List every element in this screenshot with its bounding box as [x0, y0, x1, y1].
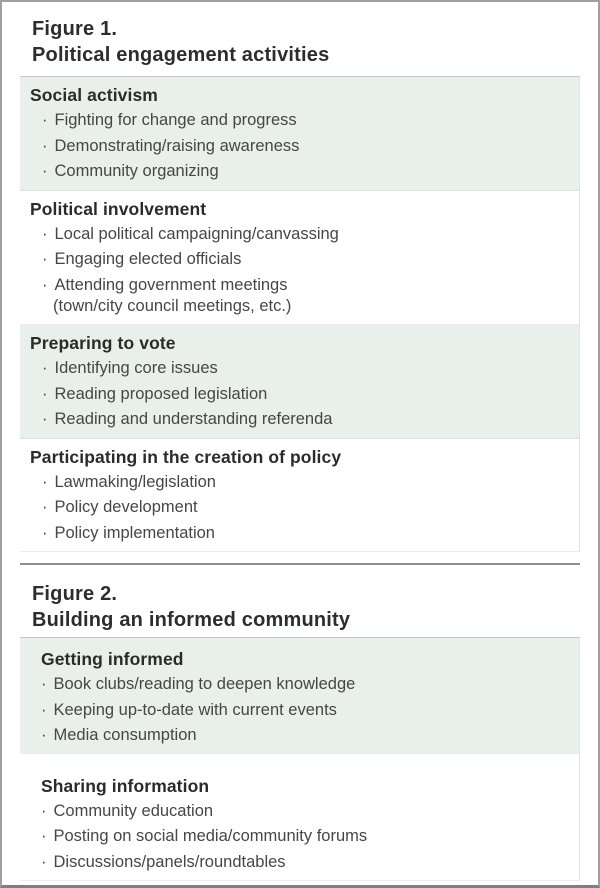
bullet-dot-icon: ·: [41, 827, 47, 845]
section-heading: Participating in the creation of policy: [30, 446, 342, 467]
list-item: · Policy development: [42, 498, 198, 516]
list-item: · Attending government meetings (town/city council meetings, etc.): [20, 273, 571, 320]
figure-divider: [20, 563, 580, 565]
figure-1-label: Figure 1.: [32, 18, 118, 40]
bullet-dot-icon: ·: [42, 111, 48, 129]
list-item: · Posting on social media/community forums: [41, 827, 368, 845]
list-item: · Policy implementation: [42, 523, 215, 542]
list-item: · Identifying core issues: [42, 359, 218, 377]
section-items: [20, 108, 579, 185]
section-social-activism: [20, 77, 579, 191]
section-items: [20, 356, 579, 433]
bullet-dot-icon: ·: [42, 162, 48, 180]
bullet-dot-icon: ·: [42, 410, 48, 428]
section-heading: Preparing to vote: [30, 333, 176, 353]
list-item: · Reading proposed legislation: [42, 384, 268, 403]
section-heading: Political involvement: [30, 198, 207, 219]
bullet-dot-icon: ·: [42, 275, 48, 294]
list-item: · Demonstrating/raising awareness: [42, 136, 300, 155]
list-item-continuation: (town/city council meetings, etc.): [53, 297, 292, 315]
list-item: · Lawmaking/legislation: [42, 472, 216, 491]
bullet-dot-icon: ·: [41, 726, 47, 744]
list-item: · Local political campaigning/canvassing: [42, 224, 339, 243]
section-items: [20, 799, 579, 876]
list-item: · Reading and understanding referenda: [42, 410, 333, 428]
bullet-dot-icon: ·: [42, 359, 48, 377]
bullet-dot-icon: ·: [41, 675, 47, 693]
section-heading: Social activism: [30, 85, 158, 105]
section-heading: Sharing information: [41, 775, 210, 796]
section-participating-policy: [20, 439, 579, 553]
bullet-dot-icon: ·: [42, 472, 48, 491]
list-item: · Keeping up-to-date with current events: [41, 700, 337, 719]
list-item: · Fighting for change and progress: [42, 111, 297, 129]
figure-2-title: [32, 581, 580, 633]
bullet-dot-icon: ·: [42, 384, 48, 403]
list-item: · Media consumption: [41, 726, 197, 744]
figure-2-label: Figure 2.: [32, 583, 118, 605]
section-items: [20, 222, 579, 320]
figure-1: [20, 16, 580, 552]
bullet-dot-icon: ·: [41, 801, 47, 820]
section-sharing-information: [20, 768, 579, 882]
bullet-dot-icon: ·: [41, 700, 47, 719]
figure-1-heading: Political engagement activities: [32, 44, 330, 66]
section-items: [20, 672, 579, 749]
bullet-dot-icon: ·: [42, 250, 48, 268]
section-items: [20, 470, 579, 547]
bullet-dot-icon: ·: [42, 523, 48, 542]
figure-2: [20, 581, 580, 881]
section-political-involvement: [20, 191, 579, 326]
list-item: · Community organizing: [42, 162, 219, 180]
figure-2-list: [20, 637, 580, 881]
list-item: · Engaging elected officials: [42, 250, 242, 268]
bullet-dot-icon: ·: [42, 224, 48, 243]
page-content: [2, 2, 598, 881]
section-heading: Getting informed: [41, 649, 184, 669]
section-preparing-to-vote: [20, 325, 579, 439]
bullet-dot-icon: ·: [42, 136, 48, 155]
figure-1-list: [20, 76, 580, 552]
section-getting-informed: [20, 638, 579, 754]
figure-2-heading: Building an informed community: [32, 609, 351, 631]
figure-1-title: [32, 16, 580, 68]
list-item: · Discussions/panels/roundtables: [41, 852, 286, 871]
bullet-dot-icon: ·: [42, 498, 48, 516]
bullet-dot-icon: ·: [41, 852, 47, 871]
list-item: · Book clubs/reading to deepen knowledge: [41, 675, 356, 693]
list-item: · Community education: [41, 801, 214, 820]
